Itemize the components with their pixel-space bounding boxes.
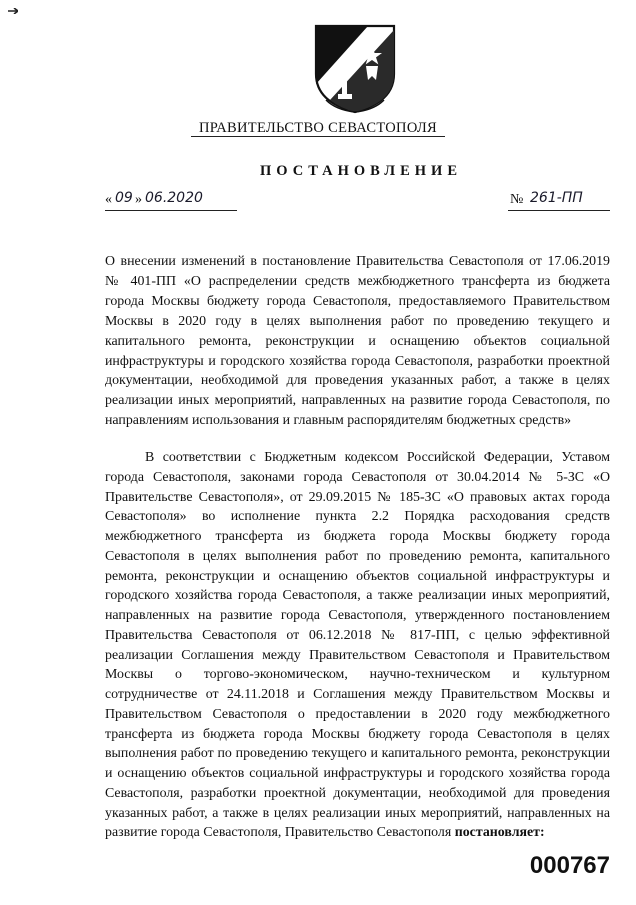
document-body (105, 448, 610, 843)
serial-number: 000767 (529, 852, 610, 879)
date-close-quote: » (135, 192, 142, 207)
document-number (508, 190, 610, 211)
document-type: ПОСТАНОВЛЕНИЕ (259, 163, 462, 179)
number-sign: № (510, 192, 524, 207)
date-open-quote: « (105, 192, 112, 207)
date-month-year: 06.2020 (145, 190, 203, 206)
government-name: ПРАВИТЕЛЬСТВО СЕВАСТОПОЛЯ (191, 120, 445, 137)
body-closing: постановляет: (454, 825, 545, 841)
document-subject: О внесении изменений в постановление Правительства Севастополя от 17.06.2019 № 401-ПП «О распределении средств межбюджетного трансферта из бюджета города Москвы бюджету города Севастополя, предоставляемого Правительством Москвы в 2020 году в целях выполнения работ по проведению текущего и капитального ремонта, реконструкции и оснащению объектов социальной инфраструктуры и городского хозяйства города Севастополя, разработки проектной документации, необходимой для проведения указанных работ, а также в целях реализации иных мероприятий, направленных на развитие города Севастополя, по направлениям использования и главным распорядителям бюджетных средств» (105, 254, 610, 429)
corner-mark-icon (8, 8, 18, 14)
sevastopol-coat-of-arms-icon (312, 22, 398, 116)
government-title (0, 120, 636, 137)
date-day: 09 (115, 190, 133, 206)
body-paragraph: В соответствии с Бюджетным кодексом Российской Федерации, Уставом города Севастополя, законами города Севастополя от 30.04.2014 № 5-ЗС «О Правительстве Севастополя», от 29.09.2015 № 185-ЗС «О правовых актах города Севастополя» во исполнение пункта 2.2 Порядка расходования средств межбюджетного трансферта из бюджета города Москвы бюджету города Севастополя в целях выполнения работ по проведению ремонта, капитального ремонта, реконструкции и оснащению объектов социальной инфраструктуры и городского хозяйства города Севастополя, а также реализации иных мероприятий, направленных на развитие города Севастополя, утвержденного постановлением Правительства Севастополя от 06.12.2018 № 817-ПП, с целью эффективной реализации Соглашения между Правительством Севастополя и Правительством Москвы о торгово-экономическом, научно-техническом и культурном сотрудничестве от 24.11.2018 и Соглашения между Правительством Москвы и Правительством Севастополя о предоставлении в 2020 году межбюджетного трансферта из бюджета города Москвы бюджету города Севастополя в целях выполнения работ по проведению текущего и капитального ремонта, реконструкции и оснащению объектов социальной инфраструктуры и городского хозяйства города Севастополя, разработки проектной документации, необходимой для проведения указанных работ, а также в целях реализации иных мероприятий, направленных на развитие города Севастополя, Правительство Севастополя (105, 450, 610, 841)
number-value: 261-ПП (530, 190, 583, 206)
document-date (105, 190, 237, 211)
